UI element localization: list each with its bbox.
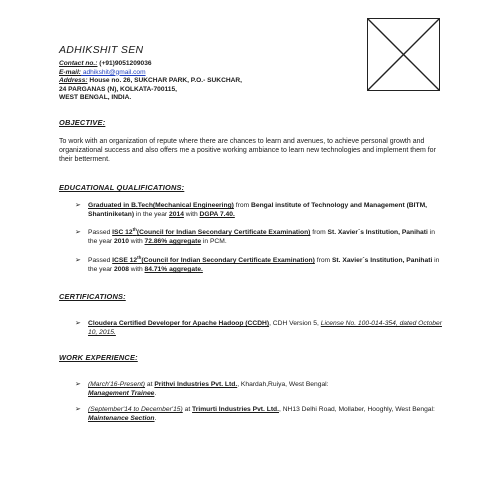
education-heading: EDUCATIONAL QUALIFICATIONS: [59, 183, 185, 192]
education-item-icse: ➢ Passed ICSE 12th(Council for Indian Secondary Certificate Examination) from St. Xavier`s Institution, Panihati in the year 2008 with 84.71% aggregate. [75, 254, 440, 274]
experience-item-trimurti: ➢ (September'14 to December'15) at Trimurti Industries Pvt. Ltd., NH13 Delhi Road, Mollaber, Hooghly, West Bengal: Maintenance Section. [75, 406, 435, 423]
arrow-bullet-icon: ➢ [75, 320, 81, 327]
contact-label: Contact no.: [59, 60, 98, 67]
address-line-3: WEST BENGAL, INDIA. [59, 94, 132, 102]
email-link[interactable]: adhikshit@gmail.com [80, 68, 146, 76]
photo-placeholder [367, 18, 440, 91]
objective-text: To work with an organization of repute where there are chances to learn and avenues, to achieve personal growth and organizational success and also offers me a positive working ambiance to learn new technologies and implement them for their betterment. [59, 138, 436, 163]
address-label: Address: [59, 77, 88, 85]
photo-cross-icon [368, 19, 439, 90]
objective-heading: OBJECTIVE: [59, 118, 106, 127]
education-item-isc: ➢ Passed ISC 12th(Council for Indian Secondary Certificate Examination) from St. Xavier`s Institution, Panihati in the year 2010 with 72.86% aggregate in PCM. [75, 226, 435, 246]
arrow-bullet-icon: ➢ [75, 381, 81, 388]
certification-item-ccdh: ➢ Cloudera Certified Developer for Apache Hadoop (CCDH), CDH Version 5, License No. 100-014-354, dated October 10, 2015. [75, 320, 442, 337]
email-label: E-mail: [59, 68, 81, 76]
certifications-heading: CERTIFICATIONS: [59, 292, 126, 301]
arrow-bullet-icon: ➢ [75, 257, 81, 264]
email-line [59, 69, 359, 78]
experience-heading: WORK EXPERIENCE: [59, 353, 138, 362]
education-item-btech: ➢ Graduated in B.Tech(Mechanical Engineering) from Bengal institute of Technology and Management (BITM, Shantiniketan) in the year 2014 with DGPA 7.40. [75, 202, 427, 219]
contact-value: (+91)9051209036 [97, 60, 152, 67]
address-line-2: 24 PARGANAS (N), KOLKATA-700115, [59, 85, 177, 93]
arrow-bullet-icon: ➢ [75, 229, 81, 236]
address-line-1: Address: House no. 26, SUKCHAR PARK, P.O.- SUKCHAR, [59, 77, 242, 85]
experience-item-prithvi: ➢ (March'16-Present) at Prithvi Industries Pvt. Ltd., Khardah,Ruiya, West Bengal: Management Trainee. [75, 381, 329, 398]
arrow-bullet-icon: ➢ [75, 406, 81, 413]
candidate-name: ADHIKSHIT SEN [59, 44, 144, 56]
arrow-bullet-icon: ➢ [75, 202, 81, 209]
contact-block [59, 60, 359, 103]
phone-line [59, 60, 359, 69]
